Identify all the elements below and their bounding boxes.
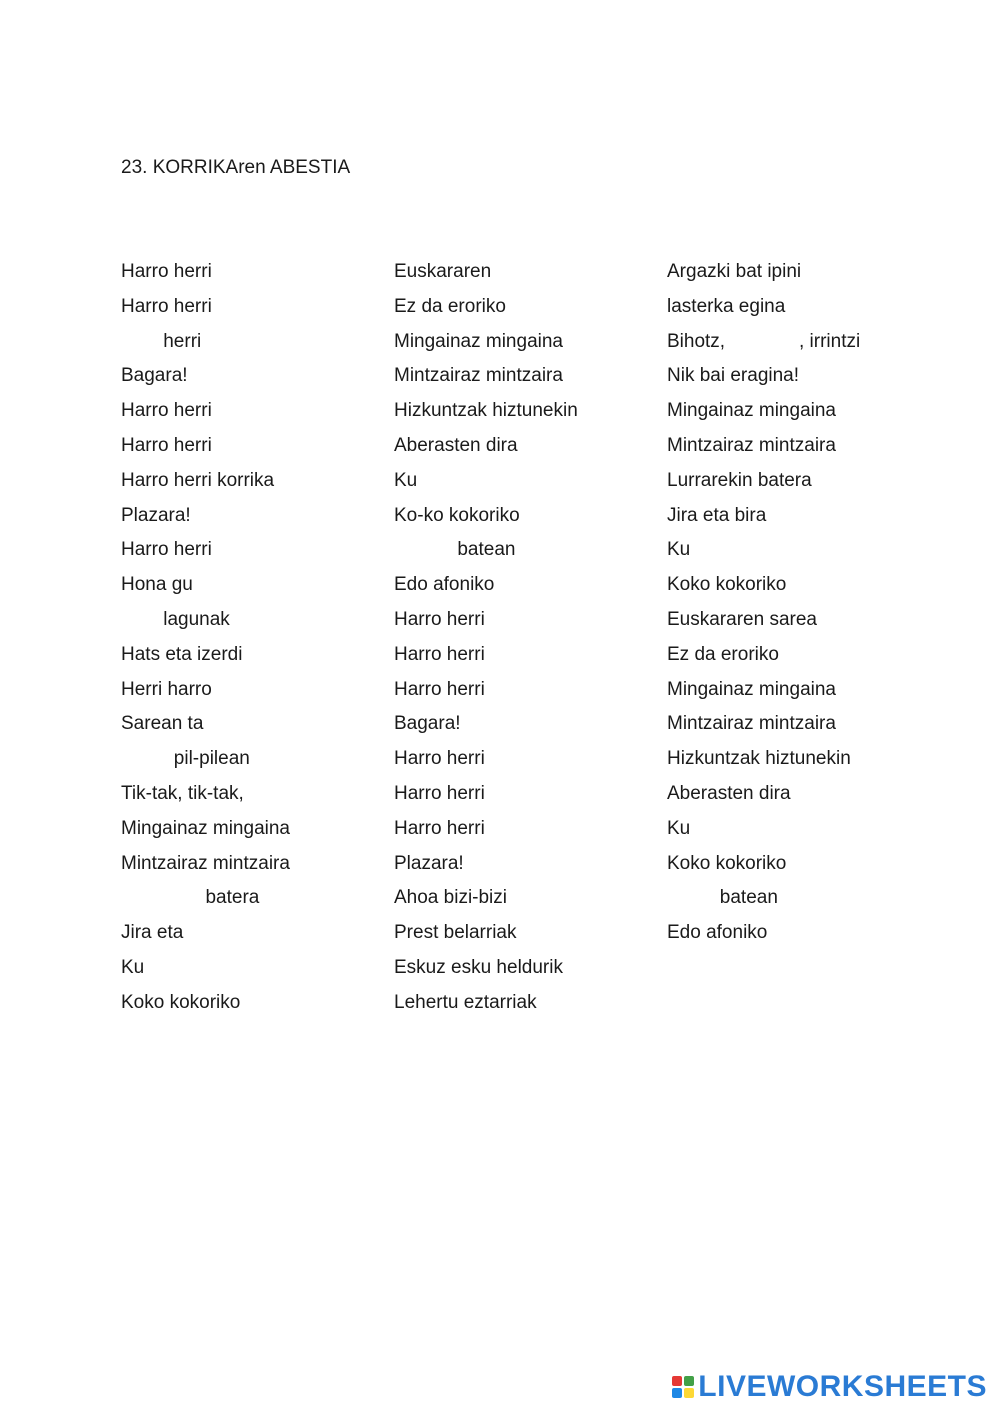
logo-square-blue [672, 1388, 682, 1398]
lyric-line: Mintzairaz mintzaira [121, 852, 290, 874]
lyric-line: Harro herri [394, 748, 485, 770]
lyric-line: lagunak [121, 608, 230, 630]
lyric-line: Lehertu eztarriak [394, 991, 537, 1013]
lyric-line: Sarean ta [121, 713, 204, 735]
lyric-line: Mingainaz mingaina [121, 817, 290, 839]
lyric-line: Ku [121, 956, 145, 978]
lyric-line: Euskararen sarea [667, 608, 817, 630]
logo-grid-icon [672, 1376, 694, 1398]
lyric-line: Harro herri [394, 678, 485, 700]
lyric-line: Hizkuntzak hiztunekin [394, 400, 578, 422]
lyric-line: Harro herri [394, 608, 485, 630]
lyric-line: Hona gu [121, 574, 193, 596]
lyric-line: Bihotz, , irrintzi [667, 330, 861, 352]
lyric-line: Koko kokoriko [667, 574, 787, 596]
lyric-line: Koko kokoriko [121, 991, 241, 1013]
lyric-line: Prest belarriak [394, 922, 517, 944]
lyric-line: Harro herri korrika [121, 469, 275, 491]
lyric-line: Lurrarekin batera [667, 469, 812, 491]
lyric-line: Aberasten dira [394, 434, 518, 456]
lyric-line: Eskuz esku heldurik [394, 956, 563, 978]
lyric-line: lasterka egina [667, 295, 786, 317]
logo-square-yellow [684, 1388, 694, 1398]
lyric-line: Ahoa bizi-bizi [394, 887, 507, 909]
lyric-line: Plazara! [394, 852, 464, 874]
page-title: 23. KORRIKAren ABESTIA [121, 157, 351, 178]
lyrics-column-1 [121, 258, 381, 1024]
lyric-line: Mintzairaz mintzaira [667, 434, 836, 456]
lyric-line: Harro herri [121, 400, 212, 422]
lyric-line: Aberasten dira [667, 782, 791, 804]
lyric-line: Harro herri [394, 782, 485, 804]
lyric-line: Bagara! [394, 713, 461, 735]
lyric-line: Harro herri [121, 295, 212, 317]
brand-name: LIVEWORKSHEETS [698, 1370, 987, 1403]
lyric-line: Herri harro [121, 678, 212, 700]
lyric-line: Bagara! [121, 365, 188, 387]
lyric-line: Ko-ko kokoriko [394, 504, 520, 526]
lyric-line: Ku [667, 539, 691, 561]
lyric-line: Jira eta bira [667, 504, 767, 526]
lyric-line: Harro herri [121, 261, 212, 282]
lyric-line: Ez da eroriko [394, 295, 506, 317]
lyric-line: batean [667, 887, 778, 909]
lyric-line: batean [394, 539, 516, 561]
lyric-line: Mingainaz mingaina [667, 400, 836, 422]
lyric-line: Harro herri [394, 817, 485, 839]
lyric-line: Hizkuntzak hiztunekin [667, 748, 851, 770]
lyric-line: herri [121, 330, 202, 352]
lyrics-column-2 [394, 258, 654, 1024]
lyric-line: Hats eta izerdi [121, 643, 243, 665]
lyric-line: Jira eta [121, 922, 184, 944]
lyric-line: Tik-tak, tik-tak, [121, 782, 244, 804]
lyric-line: Mintzairaz mintzaira [394, 365, 563, 387]
lyric-line: Argazki bat ipini [667, 261, 802, 282]
logo-square-red [672, 1376, 682, 1386]
lyric-line: batera [121, 887, 260, 909]
lyric-line: Mingainaz mingaina [394, 330, 563, 352]
lyric-line: Ku [394, 469, 418, 491]
lyric-line: Harro herri [394, 643, 485, 665]
lyric-line: Edo afoniko [394, 574, 495, 596]
lyric-line: Plazara! [121, 504, 191, 526]
lyrics-column-3 [667, 258, 967, 954]
lyric-line: Nik bai eragina! [667, 365, 800, 387]
lyric-line: Koko kokoriko [667, 852, 787, 874]
lyric-line: Harro herri [121, 539, 212, 561]
lyric-line: Harro herri [121, 434, 212, 456]
lyric-line: Ku [667, 817, 691, 839]
lyric-line: Mingainaz mingaina [667, 678, 836, 700]
logo-square-green [684, 1376, 694, 1386]
lyric-line: Ez da eroriko [667, 643, 779, 665]
liveworksheets-logo [672, 1370, 987, 1404]
lyric-line: pil-pilean [121, 748, 250, 770]
lyric-line: Mintzairaz mintzaira [667, 713, 836, 735]
lyric-line: Euskararen [394, 261, 492, 282]
lyric-line: Edo afoniko [667, 922, 768, 944]
